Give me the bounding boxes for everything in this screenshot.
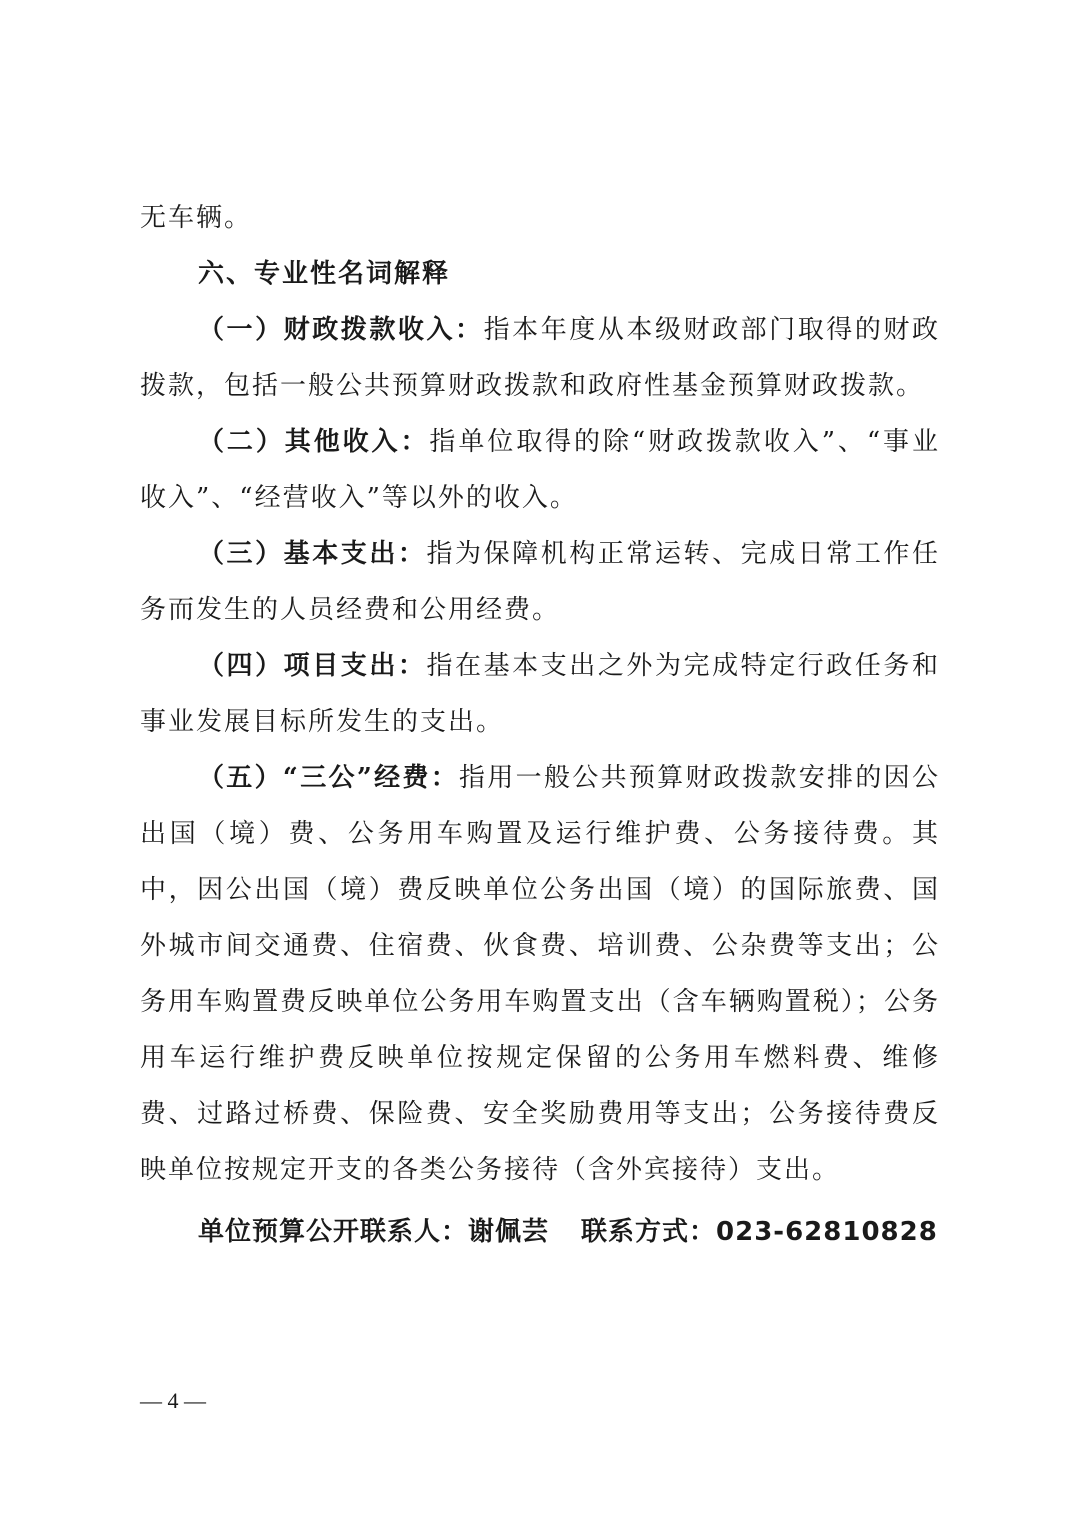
contact-line	[140, 1204, 940, 1260]
term-paragraph	[140, 638, 940, 750]
term-label: （四）项目支出：	[198, 651, 427, 681]
term-label: （五）“三公”经费：	[198, 763, 460, 793]
term-paragraph	[140, 302, 940, 414]
term-paragraph	[140, 750, 940, 1198]
term-text: 指本年度从本级财政部门取得的财政拨款，包括一般公共预算财政拨款和政府性基金预算财政拨款。	[140, 315, 940, 401]
contact-person: 单位预算公开联系人：谢佩芸	[198, 1217, 550, 1247]
term-text: 指为保障机构正常运转、完成日常工作任务而发生的人员经费和公用经费。	[140, 539, 940, 625]
term-label: （二）其他收入：	[198, 427, 430, 457]
term-text: 指用一般公共预算财政拨款安排的因公出国（境）费、公务用车购置及运行维护费、公务接待费。其中，因公出国（境）费反映单位公务出国（境）的国际旅费、国外城市间交通费、住宿费、伙食费、培训费、公杂费等支出；公务用车购置费反映单位公务用车购置支出（含车辆购置税）；公务用车运行维护费反映单位按规定保留的公务用车燃料费、维修费、过路过桥费、保险费、安全奖励费用等支出；公务接待费反映单位按规定开支的各类公务接待（含外宾接待）支出。	[140, 763, 940, 1185]
term-text: 指单位取得的除“财政拨款收入”、“事业收入”、“经营收入”等以外的收入。	[140, 427, 940, 513]
term-label: （一）财政拨款收入：	[198, 315, 484, 345]
term-paragraph	[140, 526, 940, 638]
section-heading: 六、专业性名词解释	[198, 259, 451, 289]
document-body	[140, 190, 940, 1260]
contact-phone: 联系方式：023-62810828	[581, 1217, 938, 1247]
continuation-line: 无车辆。	[140, 203, 253, 233]
term-text: 指在基本支出之外为完成特定行政任务和事业发展目标所发生的支出。	[140, 651, 940, 737]
term-paragraph	[140, 414, 940, 526]
term-label: （三）基本支出：	[198, 539, 427, 569]
page-number: — 4 —	[140, 1388, 206, 1413]
